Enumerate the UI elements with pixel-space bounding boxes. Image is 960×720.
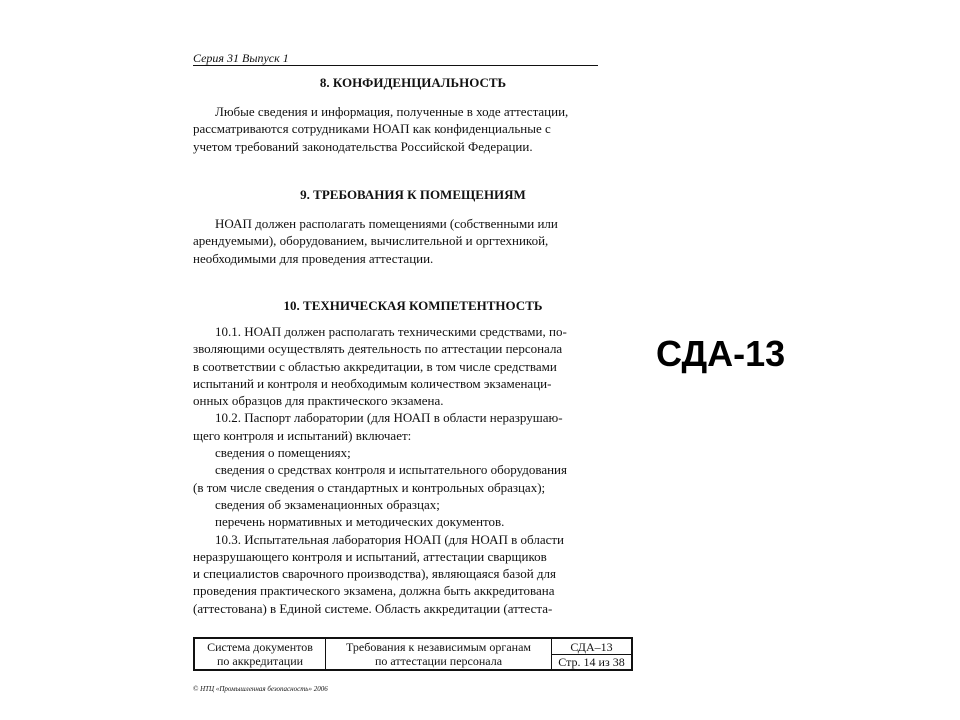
text-line: 10.3. Испытательная лаборатория НОАП (для НОАП в области [215, 531, 565, 547]
text-line: онных образцов для практического экзамена. [193, 393, 444, 409]
footer-text: по аттестации персонала [374, 654, 503, 668]
text-line: 10.2. Паспорт лаборатории (для НОАП в области неразрушаю- [215, 410, 563, 426]
section-9-title: 9. ТРЕБОВАНИЯ К ПОМЕЩЕНИЯМ [300, 187, 526, 202]
text-line: сведения о помещениях; [215, 445, 351, 461]
document-code-label: СДА-13 [656, 333, 786, 374]
text-line: учетом требований законодательства Российской Федерации. [193, 138, 533, 154]
section-10-title: 10. ТЕХНИЧЕСКАЯ КОМПЕТЕНТНОСТЬ [283, 298, 543, 313]
text-line: Любые сведения и информация, полученные в ходе аттестации, [215, 104, 569, 119]
text-line: в соответствии с областью аккредитации, в том числе средствами [193, 358, 557, 374]
text-line: (в том числе сведения о стандартных и контрольных образцах); [193, 479, 546, 495]
page-number: Стр. 14 из 38 [558, 654, 625, 669]
text-line: (аттестована) в Единой системе. Область аккредитации (аттеста- [193, 600, 553, 616]
text-line: 10.1. НОАП должен располагать техническими средствами, по- [215, 324, 567, 339]
text-line: сведения об экзаменационных образцах; [215, 496, 440, 512]
footer-system-cell [195, 639, 326, 669]
doc-code: СДА–13 [552, 640, 631, 655]
header-rule [193, 65, 598, 66]
footer-code-cell [552, 639, 631, 669]
text-line: необходимыми для проведения аттестации. [193, 250, 434, 266]
section-9-text [193, 215, 633, 267]
text-line: зволяющими осуществлять деятельность по аттестации персонала [193, 341, 563, 357]
section-8-text [193, 103, 633, 155]
footer-requirements-cell [326, 639, 552, 669]
text-line: арендуемыми), оборудованием, вычислительной и оргтехникой, [193, 233, 549, 249]
text-line: проведения практического экзамена, должна быть аккредитована [193, 583, 555, 599]
series-header: Серия 31 Выпуск 1 [193, 51, 289, 65]
text-line: неразрушающего контроля и испытаний, аттестации сварщиков [193, 548, 547, 564]
text-line: перечень нормативных и методических документов. [215, 514, 505, 530]
text-line: испытаний и контроля и необходимым количеством экзаменаци- [193, 375, 552, 391]
text-line: щего контроля и испытаний) включает: [193, 427, 412, 443]
document-page [193, 45, 633, 695]
text-line: и специалистов сварочного производства), являющаяся базой для [193, 566, 557, 582]
section-8-title: 8. КОНФИДЕНЦИАЛЬНОСТЬ [319, 75, 507, 90]
footer-text: Требования к независимым органам [346, 640, 531, 654]
footer-text: Система документов [207, 640, 313, 654]
footer-table [193, 637, 633, 671]
text-line: рассматриваются сотрудниками НОАП как конфиденциальные с [193, 121, 551, 137]
copyright: © НТЦ «Промышленная безопасность» 2006 [193, 685, 328, 693]
footer-text: по аккредитации [216, 654, 304, 668]
text-line: сведения о средствах контроля и испытательного оборудования [215, 462, 567, 478]
text-line: НОАП должен располагать помещениями (собственными или [215, 216, 558, 231]
section-10-text [193, 323, 633, 617]
